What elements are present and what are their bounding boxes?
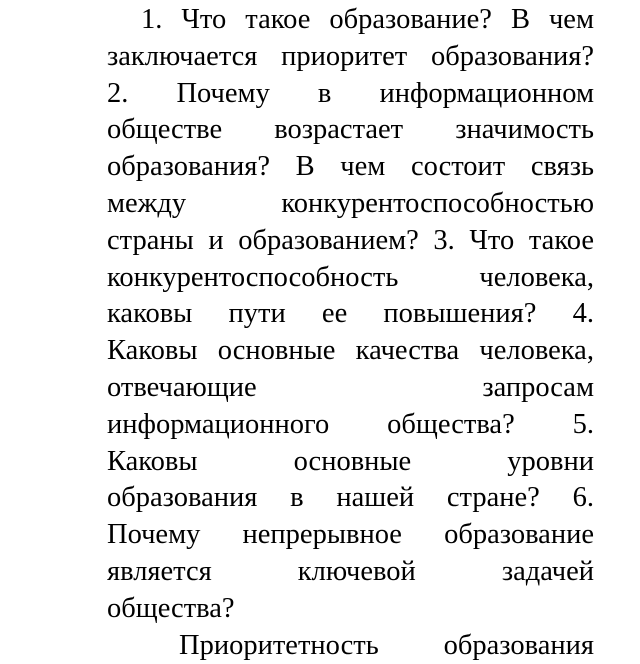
word: состоит: [410, 151, 506, 183]
word: 6.: [572, 482, 594, 514]
word: образование?: [329, 4, 492, 35]
word: Приоритетность: [179, 629, 379, 661]
word: конкурентоспособность: [107, 261, 399, 293]
word: образование: [444, 519, 594, 551]
word: значимость: [455, 114, 594, 146]
word: образованием?: [238, 224, 419, 256]
word: основные: [293, 445, 412, 477]
word: заключается: [107, 40, 258, 72]
text-line-12: [107, 407, 594, 444]
word: конкурентоспособностью: [281, 187, 594, 219]
word: В: [510, 4, 530, 35]
word: такое: [528, 224, 594, 256]
word: Что: [469, 224, 515, 256]
word: человека,: [479, 261, 594, 293]
word: возрастает: [274, 114, 404, 146]
text-line-14: [107, 480, 594, 517]
word: обществе: [107, 114, 223, 146]
text-line-6: [107, 186, 594, 223]
word: чем: [340, 151, 386, 183]
word: связь: [530, 151, 594, 183]
word: общества?: [107, 592, 235, 624]
word: запросам: [482, 371, 594, 403]
word: в: [290, 482, 304, 514]
word: приоритет: [281, 40, 408, 72]
word: образования: [107, 482, 258, 514]
word: Почему: [176, 77, 270, 109]
text-line-11: [107, 370, 594, 407]
text-line-7: [107, 223, 594, 260]
word: непрерывное: [242, 519, 402, 551]
text-line-13: [107, 444, 594, 481]
text-line-9: [107, 296, 594, 333]
word: информационного: [107, 408, 330, 440]
word: страны: [107, 224, 194, 256]
word: ключевой: [297, 555, 416, 587]
word: и: [208, 224, 224, 256]
word: образования?: [431, 40, 594, 72]
word: образования?: [107, 151, 270, 183]
word: задачей: [501, 555, 594, 587]
word: является: [107, 555, 212, 587]
word: 2.: [107, 77, 129, 109]
word: каковы: [107, 298, 193, 330]
text-line-3: [107, 76, 594, 113]
text-line-15: [107, 517, 594, 554]
word: чем: [548, 4, 594, 35]
word: Каковы: [107, 335, 198, 367]
word: ее: [321, 298, 348, 330]
word: 4.: [572, 298, 594, 330]
word: образования: [443, 629, 594, 661]
word: стране?: [446, 482, 540, 514]
word: такое: [245, 4, 311, 35]
word: информационном: [379, 77, 594, 109]
text-line-4: [107, 112, 594, 149]
word: 3.: [433, 224, 455, 256]
word: Что: [181, 4, 227, 35]
word: человека,: [479, 335, 594, 367]
word: отвечающие: [107, 371, 257, 403]
text-line-2: [107, 39, 594, 76]
word: Каковы: [107, 445, 198, 477]
text-line-10: [107, 333, 594, 370]
word: В: [295, 151, 315, 183]
text-line-17: [107, 591, 594, 628]
text-line-1: [107, 2, 594, 39]
word: 1.: [141, 4, 163, 35]
word: нашей: [336, 482, 415, 514]
text-line-16: [107, 554, 594, 591]
word: общества?: [387, 408, 515, 440]
word: повышения?: [383, 298, 537, 330]
word: в: [317, 77, 332, 109]
text-line-18: [107, 628, 594, 664]
word: пути: [228, 298, 286, 330]
word: уровни: [507, 445, 594, 477]
word: 5.: [572, 408, 594, 440]
word: Почему: [107, 519, 201, 551]
word: между: [107, 187, 187, 219]
text-line-5: [107, 149, 594, 186]
word: основные: [217, 335, 336, 367]
word: качества: [355, 335, 460, 367]
document-text: [107, 2, 594, 664]
text-line-8: [107, 260, 594, 297]
